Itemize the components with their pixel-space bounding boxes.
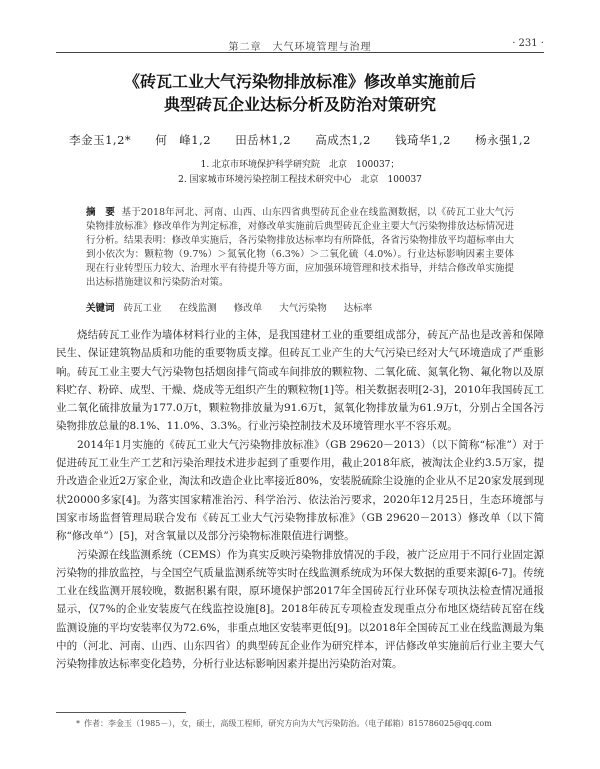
- footnote-divider: [56, 712, 186, 713]
- author-name: 何 峰1,2: [155, 133, 212, 147]
- keyword: 砖瓦工业: [123, 303, 162, 314]
- body-paragraph: 污染源在线监测系统（CEMS）作为真实反映污染物排放情况的手段，被广泛应用于不同行业固定源污染物的排放监控，与全国空气质量监测系统等实时在线监测系统成为环保大数据的重要来源[6-7]。传统工业在线监测开展较晚，数据积累有限，原环境保护部2017年全国砖瓦行业环保专项执法检查情况通报显示，仅7%的企业安装废气在线监控设施[8]。2018年砖瓦专项检查发现重点分布地区烧结砖瓦窑在线监测设施的平均安装率仅为72.6%，非重点地区安装率更低[9]。以2018年全国砖瓦工业在线监测最为集中的（河北、河南、山西、山东四省）的典型砖瓦企业作为研究样本，评估修改单实施前后行业主要大气污染物排放达标率变化趋势，分析行业达标影响因素并提出污染防治对策。: [56, 548, 544, 671]
- abstract-text: 基于2018年河北、河南、山西、山东四省典型砖瓦企业在线监测数据，以《砖瓦工业大气污染物排放标准》修改单作为判定标准，对修改单实施前后典型砖瓦企业主要大气污染物排放达标情况进行分析。结果表明：修改单实施后，各污染物排放达标率均有所降低，各省污染物排放平均超标率由大到小依次为：颗粒物（9.7%）＞氮氧化物（6.3%）＞二氧化硫（4.0%）。行业达标影响因素主要体现在行业转型压力较大、治理水平有待提升等方面，应加强环境管理和技术指导，并结合修改单实施提出达标措施建议和污染防治对策。: [86, 207, 514, 288]
- author-name: 杨永强1,2: [475, 133, 531, 147]
- body-paragraph: 烧结砖瓦工业作为墙体材料行业的主体，是我国建材工业的重要组成部分，砖瓦产品也是改善和保障民生、保证建筑物品质和功能的重要物质支撑。但砖瓦工业产生的大气污染已经对大气环境造成了严重影响。砖瓦工业主要大气污染物包括烟囱排气筒或车间排放的颗粒物、二氧化硫、氮氧化物、氟化物以及原料贮存、粉碎、成型、干燥、烧成等无组织产生的颗粒物[1]等。相关数据表明[2-3]，2010年我国砖瓦工业二氧化硫排放量为177.0万t，颗粒物排放量为91.6万t，氮氧化物排放量为61.9万t，分别占全国各污染物排放总量的8.1%、11.0%、3.3%。行业污染控制技术及环境管理水平不容乐观。: [56, 329, 544, 433]
- footnote-marker: *: [76, 719, 80, 728]
- keywords-label: 关键词: [86, 303, 115, 314]
- title-line-2: 典型砖瓦企业达标分析及防治对策研究: [163, 95, 436, 114]
- author-name: 李金玉1,2*: [69, 133, 132, 147]
- running-header: [56, 36, 544, 53]
- abstract-label: 摘 要: [86, 207, 116, 218]
- body-paragraph: 2014年1月实施的《砖瓦工业大气污染物排放标准》（GB 29620－2013）（以下简称“标准”）对于促进砖瓦工业生产工艺和污染治理技术进步起到了重要作用，截止2018年底，被淘汰企业约3.5万家，提升改造企业近2万家企业，淘汰和改造企业比率接近80%，安装脱硫除尘设施的企业从不足20家发展到现状20000多家[4]。为落实国家精准治污、科学治污、依法治污要求，2020年12月25日，生态环境部与国家市场监督管理局联合发布《砖瓦工业大气污染物排放标准》（GB 29620－2013）修改单（以下简称“修改单”）[5]，对含氧量以及部分污染物标准限值进行调整。: [56, 438, 544, 543]
- keyword: 在线监测: [178, 303, 217, 314]
- abstract: [86, 206, 514, 290]
- chapter-title: 第二章 大气环境管理与治理: [228, 42, 372, 53]
- affiliation-2: 2. 国家城市环境污染控制工程技术研究中心 北京 100037: [178, 175, 422, 185]
- footnote-text: 作者：李金玉（1985－），女，硕士，高级工程师，研究方向为大气污染防治。（电子邮箱）815786025@qq.com: [84, 719, 492, 728]
- affiliation-1: 1. 北京市环境保护科学研究院 北京 100037；: [200, 160, 400, 170]
- author-name: 高成杰1,2: [315, 133, 371, 147]
- body-text: [56, 326, 544, 674]
- page-number: · 231 ·: [512, 38, 544, 49]
- footnote: [76, 718, 544, 729]
- keyword: 大气污染物: [279, 303, 327, 314]
- author-name: 田岳林1,2: [235, 133, 292, 147]
- keyword: 达标率: [343, 303, 373, 314]
- keywords: [86, 302, 514, 316]
- affiliations: [40, 158, 560, 188]
- author-list: [40, 132, 560, 148]
- author-name: 钱琦华1,2: [395, 133, 451, 147]
- keyword: 修改单: [233, 303, 263, 314]
- title-line-1: 《砖瓦工业大气污染物排放标准》修改单实施前后: [123, 72, 476, 91]
- paper-title: [40, 70, 560, 116]
